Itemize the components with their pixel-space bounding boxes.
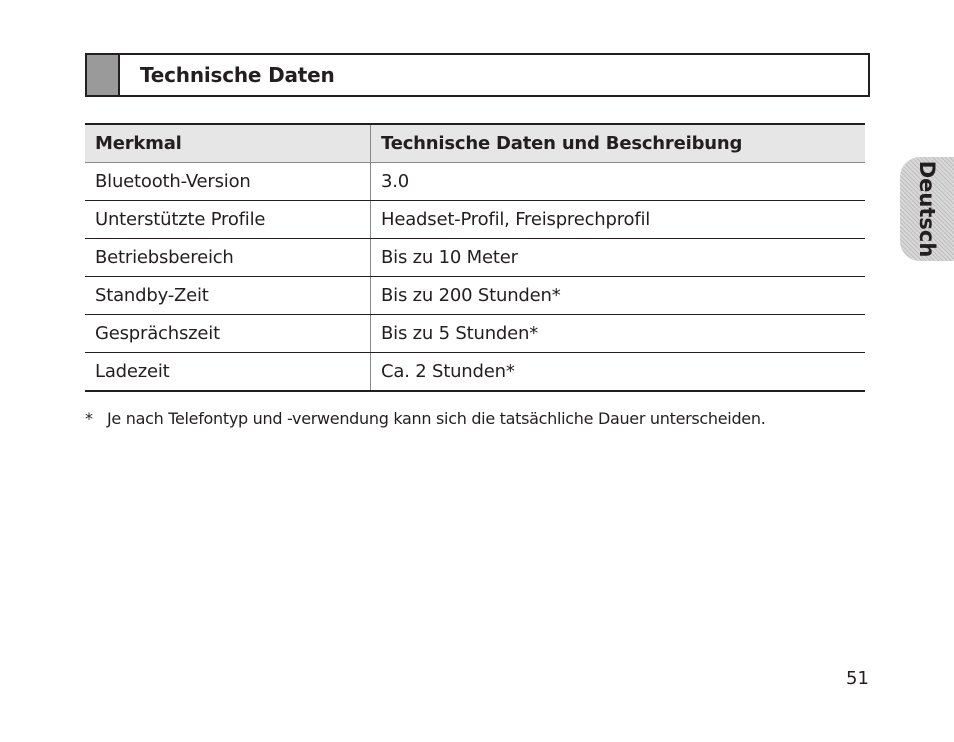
table-row [85, 239, 865, 277]
language-tab [900, 157, 954, 261]
table-row [85, 315, 865, 353]
value-cell: Ca. 2 Stunden* [371, 353, 866, 392]
table-row [85, 201, 865, 239]
table-row [85, 163, 865, 201]
footnote-text: Je nach Telefontyp und -verwendung kann sich die tatsächliche Dauer unterscheiden. [107, 409, 766, 428]
page-number: 51 [846, 668, 869, 689]
spec-table [85, 123, 865, 392]
value-cell: Bis zu 5 Stunden* [371, 315, 866, 353]
footnote-mark: * [85, 409, 93, 428]
feature-cell: Ladezeit [85, 353, 371, 392]
section-header [85, 53, 870, 97]
value-cell: Headset-Profil, Freisprechprofil [371, 201, 866, 239]
value-cell: 3.0 [371, 163, 866, 201]
feature-cell: Unterstützte Profile [85, 201, 371, 239]
feature-cell: Bluetooth-Version [85, 163, 371, 201]
value-cell: Bis zu 10 Meter [371, 239, 866, 277]
footnote [85, 409, 765, 428]
value-cell: Bis zu 200 Stunden* [371, 277, 866, 315]
table-header-row [85, 124, 865, 163]
language-tab-label: Deutsch [915, 160, 939, 258]
feature-cell: Standby-Zeit [85, 277, 371, 315]
feature-cell: Gesprächszeit [85, 315, 371, 353]
column-header-description: Technische Daten und Beschreibung [371, 124, 866, 163]
column-header-feature: Merkmal [85, 124, 371, 163]
feature-cell: Betriebsbereich [85, 239, 371, 277]
table-row [85, 353, 865, 392]
section-marker [87, 55, 120, 95]
section-title: Technische Daten [140, 63, 335, 87]
table-row [85, 277, 865, 315]
